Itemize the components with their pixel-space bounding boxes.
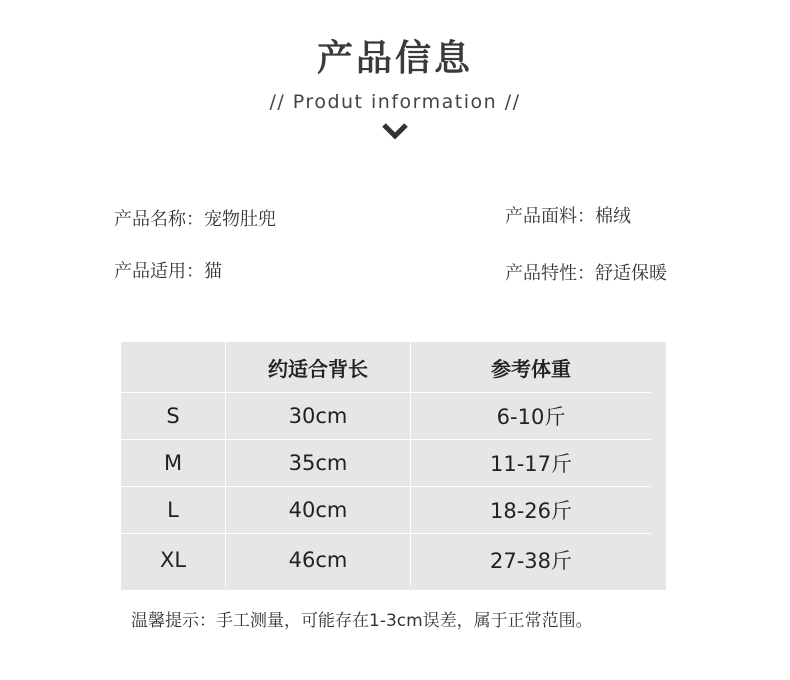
info-value: 棉绒 [595,206,631,227]
size-table [121,342,651,586]
cell-back-length: 35cm [226,440,411,487]
table-row [121,534,651,587]
info-value: 宠物肚兜 [204,209,276,230]
table-row [121,487,651,534]
header-back-length: 约适合背长 [226,342,411,393]
cell-weight: 11-17斤 [411,440,652,487]
cell-weight: 6-10斤 [411,393,652,440]
info-label: 产品名称： [114,209,204,230]
cell-size: S [121,393,226,440]
cell-size: M [121,440,226,487]
chevron-down-icon [381,120,409,142]
page-subtitle: // Produt information // [269,91,521,113]
header-size [121,342,226,393]
cell-back-length: 40cm [226,487,411,534]
size-table-container [121,342,666,590]
cell-weight: 27-38斤 [411,534,652,587]
header-weight: 参考体重 [491,356,571,381]
cell-weight: 18-26斤 [411,487,652,534]
cell-back-length: 30cm [226,393,411,440]
info-product-material [505,205,631,229]
info-value: 猫 [204,261,222,282]
cell-size: L [121,487,226,534]
info-value: 舒适保暖 [595,263,667,284]
info-product-feature [505,262,667,286]
info-product-usage [114,260,222,284]
page-title: 产品信息 [316,38,473,79]
info-label: 产品适用： [114,261,204,282]
table-header-row [121,342,651,393]
cell-size: XL [121,534,226,587]
table-row [121,440,651,487]
info-label: 产品特性： [505,263,595,284]
cell-back-length: 46cm [226,534,411,587]
info-label: 产品面料： [505,206,595,227]
table-row [121,393,651,440]
info-product-name [114,208,276,232]
measurement-note: 温馨提示：手工测量，可能存在1-3cm误差，属于正常范围。 [131,611,593,631]
